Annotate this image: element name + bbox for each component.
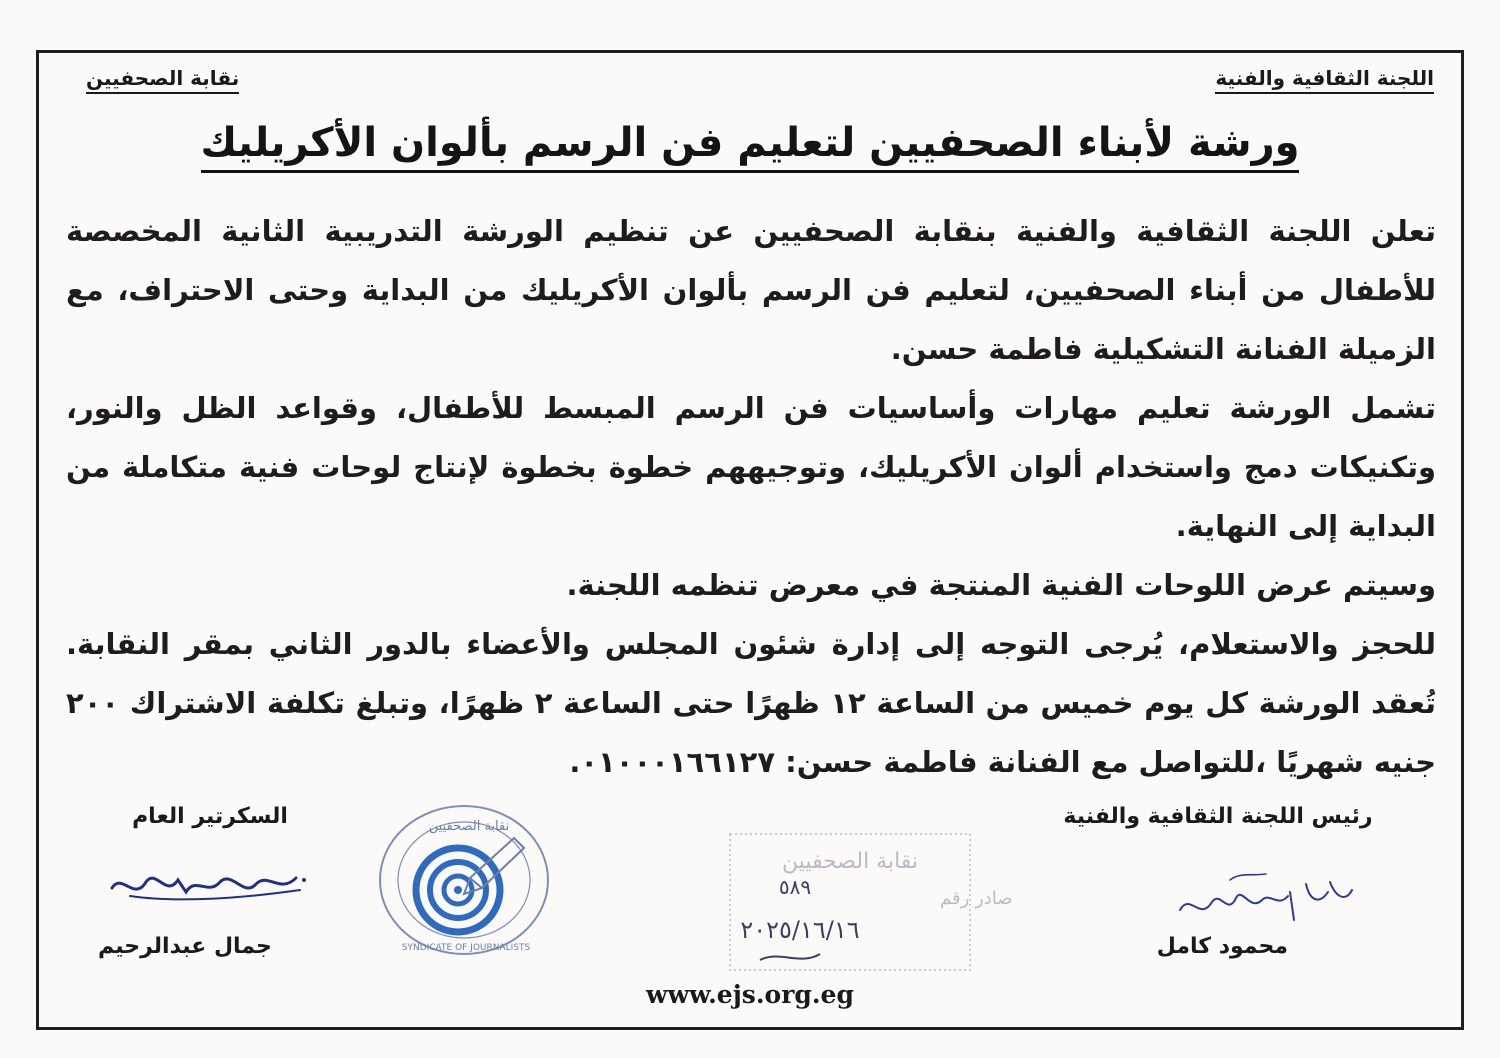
secretary-name: جمال عبدالرحيم [98,934,272,959]
signature-block-secretary [90,804,330,959]
paragraph-exhibition: وسيتم عرض اللوحات الفنية المنتجة في معرض تنظمه اللجنة. [566,568,1436,602]
secretary-signature [100,852,320,912]
header-committee: اللجنة الثقافية والفنية [1215,66,1434,94]
signature-block-chairman [1028,804,1408,959]
footer-website: www.ejs.org.eg [646,980,854,1009]
paragraph-content: تشمل الورشة تعليم مهارات وأساسيات فن الرسم المبسط للأطفال، وقواعد الظل والنور، وتكنيكات دمج واستخدام ألوان الأكريليك، وتوجيههم خطوة بخطوة لإنتاج لوحات فنية متكاملة من البداية إلى النهاية. [66,391,1436,543]
document-body [66,202,1436,792]
seal-english-text: SYNDICATE OF JOURNALISTS [401,943,531,953]
header-syndicate: نقابة الصحفيين [86,66,239,94]
seal-arabic-text: نقابة الصحفيين [428,819,510,834]
document-title-wrapper [0,120,1500,173]
stamp-date: ٢٠٢٥/١٦/١٦ [740,916,860,944]
paragraph-booking: للحجز والاستعلام، يُرجى التوجه إلى إدارة شئون المجلس والأعضاء بالدور الثاني بمقر النقابة. تُعقد الورشة كل يوم خميس من الساعة ١٢ ظهرًا حتى الساعة ٢ ظهرًا، وتبلغ تكلفة الاشتراك ٢٠٠ جنيه شهريًا ،للتواصل مع الفنانة فاطمة حسن: ٠١٠٠٠١٦٦١٢٧. [66,627,1436,779]
syndicate-seal [374,800,554,960]
chairman-signature [1170,862,1360,932]
chairman-name: محمود كامل [1156,934,1288,959]
secretary-title: السكرتير العام [132,804,288,829]
stamp-title: نقابة الصحفيين [781,849,919,874]
registration-stamp [700,828,1013,978]
stamp-number: ٥٨٩ [778,875,812,899]
stamp-label: صادر رقم [940,888,1013,909]
chairman-title: رئيس اللجنة الثقافية والفنية [1063,804,1373,829]
document-title: ورشة لأبناء الصحفيين لتعليم فن الرسم بألوان الأكريليك [201,120,1300,173]
paragraph-announcement: تعلن اللجنة الثقافية والفنية بنقابة الصحفيين عن تنظيم الورشة التدريبية الثانية المخصصة للأطفال من أبناء الصحفيين، لتعليم فن الرسم بألوان الأكريليك من البداية وحتى الاحتراف، مع الزميلة الفنانة التشكيلية فاطمة حسن. [66,214,1436,366]
